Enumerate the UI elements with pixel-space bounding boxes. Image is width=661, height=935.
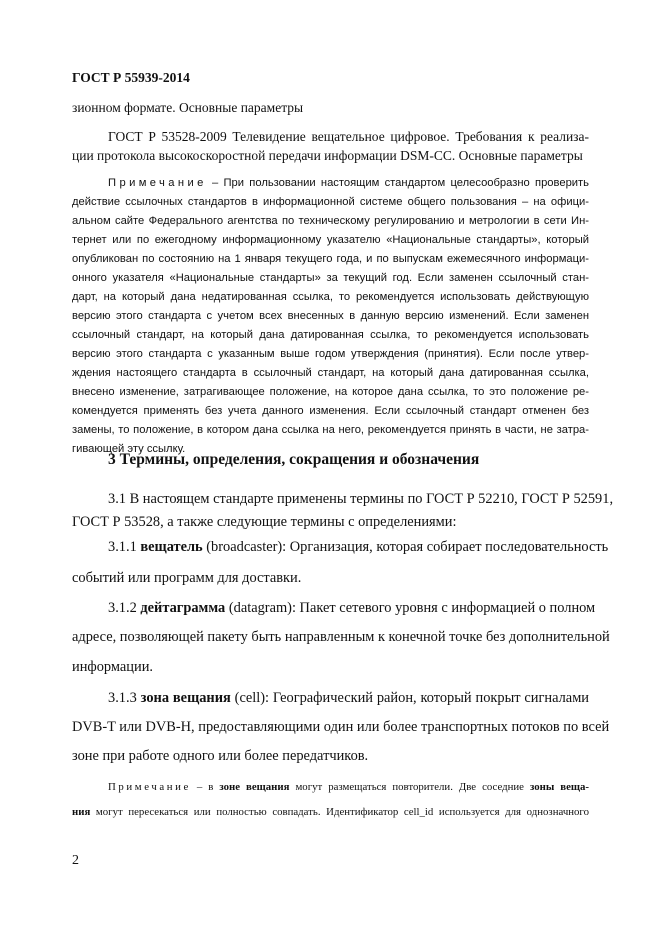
term-reference: зоны веща- [529, 781, 589, 793]
note-first-line [108, 177, 589, 189]
term-definition [108, 539, 609, 556]
term: дейтаграмма [140, 600, 226, 616]
term-reference: ния [72, 806, 91, 818]
paragraph-line: 3.1 В настоящем стандарте применены термины по ГОСТ Р 52210, ГОСТ Р 52591, [108, 491, 614, 507]
term-text: (cell): Географический район, который покрыт сигналами [230, 690, 589, 706]
reference-line: ГОСТ Р 53528-2009 Телевидение вещательное цифровое. Требования к реализа- [108, 129, 589, 144]
note-text: – в [190, 781, 220, 793]
term-definition-line: DVB-T или DVB-H, предоставляющими один или более транспортных потоков по всей [72, 719, 610, 735]
note-text: могут пересекаться или полностью совпадать. Идентификатор cell_id используется для однозначного [90, 806, 589, 818]
term-text: (datagram): Пакет сетевого уровня с информацией о полном [225, 600, 596, 616]
note-label: Примечание [108, 781, 191, 793]
note-line: версию этого стандарта с учетом всех внесенных в данную версию изменений. Если заменен [72, 310, 589, 322]
note-line [72, 806, 589, 818]
term: вещатель [140, 539, 203, 555]
term-number: 3.1.3 [108, 690, 141, 706]
note-line: дарт, на который дана недатированная ссылка, то рекомендуется использовать действующую [72, 291, 589, 303]
section-heading: 3 Термины, определения, сокращения и обозначения [108, 451, 480, 468]
note-line: версию этого стандарта с указанным выше годом утверждения (принятия). Если после утвер- [72, 348, 589, 360]
term-definition-line: информации. [72, 659, 153, 675]
note-text: могут размещаться повторители. Две соседние [289, 781, 530, 793]
term-definition [108, 600, 596, 617]
note-line: действие ссылочных стандартов в информационной системе общего пользования – на офици- [72, 196, 589, 208]
page-number: 2 [72, 853, 79, 868]
note-line: онного указателя «Национальные стандарты» за текущий год. Если заменен ссылочный стан- [72, 272, 589, 284]
note-line: альном сайте Федерального агентства по техническому регулированию и метрологии в сети Ин- [72, 215, 589, 227]
term-number: 3.1.2 [108, 600, 141, 616]
note-line: замены, то положение, в котором дана ссылка на него, рекомендуется принять в части, не затра- [72, 424, 589, 436]
note-line: комендуется применять без учета данного изменения. Если ссылочный стандарт отменен без [72, 405, 589, 417]
reference-line: ции протокола высокоскоростной передачи информации DSM-CC. Основные параметры [72, 148, 583, 163]
term: зона вещания [140, 690, 231, 706]
note-text: – При пользовании настоящим стандартом целесообразно проверить [206, 177, 589, 189]
term-definition [108, 690, 589, 707]
document-header: ГОСТ Р 55939-2014 [72, 70, 190, 85]
note-line: опубликован по состоянию на 1 января текущего года, и по выпускам ежемесячного информаци- [72, 253, 589, 265]
term-definition-line: зоне при работе одного или более передатчиков. [72, 748, 369, 764]
note-last-line: гивающей эту ссылку. [72, 443, 186, 455]
note-line: ссылочный стандарт, на который дана датированная ссылка, то рекомендуется использовать [72, 329, 589, 341]
term-number: 3.1.1 [108, 539, 141, 555]
note-first-line [108, 781, 589, 793]
note-line: ждения настоящего стандарта в ссылочный стандарт, на который дана датированная ссылка, [72, 367, 589, 379]
paragraph-line: ГОСТ Р 53528, а также следующие термины с определениями: [72, 514, 457, 530]
term-definition-line: событий или программ для доставки. [72, 570, 302, 586]
term-definition-line: адресе, позволяющей пакету быть направленным к конечной точке без дополнительной [72, 629, 610, 645]
term-text: (broadcaster): Организация, которая собирает последовательность [202, 539, 609, 555]
term-reference: зоне вещания [219, 781, 290, 793]
note-line: внесено изменение, затрагивающее положение, на которое дана ссылка, то это положение ре- [72, 386, 589, 398]
note-line: тернет или по ежегодному информационному указателю «Национальные стандарты», который [72, 234, 589, 246]
reference-continuation: зионном формате. Основные параметры [72, 100, 304, 115]
note-label: Примечание [108, 177, 207, 189]
